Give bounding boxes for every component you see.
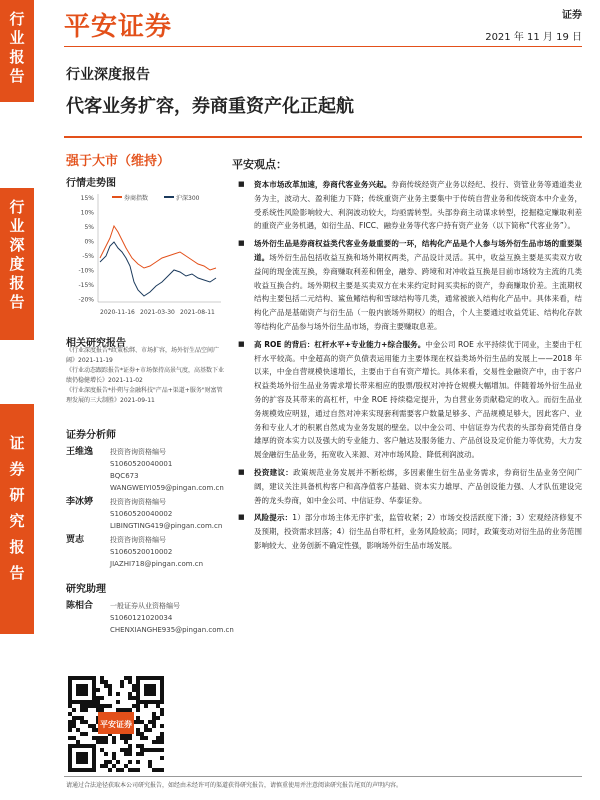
analyst-email[interactable]: WANGWEIYI059@pingan.com.cn xyxy=(110,484,224,492)
analyst-info xyxy=(110,446,224,494)
analyst-line: S1060520040001 xyxy=(110,460,173,468)
bullet-icon: ■ xyxy=(238,513,245,522)
assistant-line: 一般证券从业资格编号 xyxy=(110,602,180,610)
industry-tag: 证券 xyxy=(562,10,582,21)
analyst-email[interactable]: JIAZHI718@pingan.com.cn xyxy=(110,560,204,568)
y-tick: -5% xyxy=(82,253,94,260)
related-item[interactable]: 《行业深度报告*政策松绑、市场扩容，场外衍生品空间广阔》2021-11-19 xyxy=(66,347,220,364)
bullet-icon: ■ xyxy=(238,467,245,476)
trend-chart xyxy=(66,186,226,326)
footer-disclaimer: 请通过合法途径获取本公司研究报告，如经由未经许可的渠道获得研究报告，请慎重使用并注意阅读研究报告尾页的声明内容。 xyxy=(66,782,403,789)
related-item[interactable]: 《行业深度报告*扑朔与金融科技"产品+渠道+服务"财富管理发展的三大制胜》2021-09-11 xyxy=(66,387,223,404)
y-tick: -10% xyxy=(78,267,94,275)
assistant-heading: 研究助理 xyxy=(66,584,106,595)
analyst-line: 投资咨询资格编号 xyxy=(110,448,166,456)
header-divider xyxy=(64,46,582,47)
y-tick: 15% xyxy=(80,195,94,202)
analyst-name: 贾志 xyxy=(66,535,85,545)
y-tick: 5% xyxy=(84,224,94,231)
viewpoint-item: ■ 场外衍生品是券商权益类代客业务最重要的一环，结构化产品是个人参与场外衍生品市场的重要渠道。场外衍生品包括收益互换和场外期权两类，产品设计灵活。其中，收益互换主要是买卖双方收益间的现金流互换，券商赚取利差和佣金，融券、跨境和对冲收益互换是目前市场较为主流的几类收益互换合约。场外期权主要是买卖双方在未来约定时间买卖标的资产，券商赚取价差。主流期权结构主要包括二元结构、鲨鱼鳍结构和雪球结构等几类，通常被嵌入结构化产品中。具体来看，结构化产品是基础资产与衍生品（一般内嵌场外期权）的组合，个人主要通过收益凭证、结构化存款等结构化产品参与场外衍生品市场，券商主要赚取息差。 xyxy=(238,239,583,331)
analyst-info xyxy=(110,496,222,532)
side-tab-deep-report: 行 业 深 度 报 告 xyxy=(0,188,34,340)
legend-swatch-1 xyxy=(112,196,122,198)
analyst-line: BQC673 xyxy=(110,472,139,480)
assistant-info xyxy=(110,600,234,636)
viewpoint-item: ■ 风险提示：1）部分市场主体无序扩张，监管收紧；2）市场交投活跃度下滑；3）宏观经济修复不及预期，投资需求回落；4）衍生品自带杠杆，业务风险较高；同时，政策变动对衍生品的业务范围影响较大、业务创新不确定性强，影响场外衍生品市场发展。 xyxy=(238,513,582,550)
title-divider xyxy=(64,136,582,138)
trend-heading: 行情走势图 xyxy=(66,178,116,189)
analyst-line: 投资咨询资格编号 xyxy=(110,536,166,544)
viewpoint-item: ■ 高 ROE 的背后：杠杆水平+专业能力+综合服务。中金公司 ROE 水平持续优于同业，主要由于杠杆水平较高。中金超高的资产负债表运用能力主要体现在权益类场外衍生品的发展上——2018 年以来，中金自营规模快速增长，主要由于自有资产增长。具体来看，交易性金融资产中，由于客户权益类场外衍生品业务需求增长带来相应的股票/股权对冲持仓规模大幅增加。伴随着场外衍生品业务的扩容及其带来的高杠杆，中金 ROE 持续稳定提升，为自营业务贡献稳定的收入。而衍生品业务规模效应明显，通过自然对冲来实现套利需要客户数量足够多、产品规模足够大，因此客户、业务和专业人才的积累自然成为业务发展的壁垒。以中金公司、中信证券为代表的头部券商凭借自身雄厚的资本实力以及强大的专业能力、客户触达及服务能力、产品创设及定价能力等优势，大力发展金融衍生品业务，拓宽收入来源、对冲市场风险、降低利润波动。 xyxy=(238,339,582,460)
y-tick: -20% xyxy=(78,296,94,304)
viewpoint-item: ■ 资本市场改革加速，券商代客业务兴起。券商传统经资产业务以经纪、投行、资管业务等通道类业务为主，波动大、盈利能力下降；传统重资产业务主要集中于传统自营业务和传统资本中介业务，受系统性风险影响较大、利润波动较大，均亟需转型。头部券商主动谋求转型，挖掘稳定赚取利差的重资产业务机遇，如衍生品、FICC、融券业务等代客户持有资产业务（以下简称“代客业务”）。 xyxy=(238,180,583,231)
industry-rating: 强于大市（维持） xyxy=(66,154,171,169)
viewpoints-heading: 平安观点： xyxy=(232,158,287,171)
x-tick-3: 2021-08-11 xyxy=(180,309,215,316)
assistant-email[interactable]: CHENXIANGHE935@pingan.com.cn xyxy=(110,626,234,634)
legend-label-2: 沪深300 xyxy=(176,195,200,202)
analyst-email[interactable]: LIBINGTING419@pingan.com.cn xyxy=(110,522,223,530)
legend-label-1: 券商指数 xyxy=(124,195,149,202)
bullet-icon: ■ xyxy=(238,339,245,348)
analyst-name: 王维逸 xyxy=(66,447,94,457)
analyst-line: S1060520040002 xyxy=(110,510,173,518)
report-date: 2021 年 11 月 19 日 xyxy=(485,32,582,43)
footer-divider xyxy=(64,776,582,777)
qr-logo-text: 平安证券 xyxy=(100,720,132,729)
report-type: 行业深度报告 xyxy=(66,67,150,83)
x-tick-1: 2020-11-16 xyxy=(100,309,135,316)
y-tick: -15% xyxy=(78,282,94,289)
report-title: 代客业务扩容，券商重资产化正起航 xyxy=(66,96,354,117)
assistant-name: 陈相合 xyxy=(66,601,94,611)
y-tick: 0% xyxy=(84,238,94,246)
analyst-line: 投资咨询资格编号 xyxy=(110,498,166,506)
viewpoints-section xyxy=(232,156,582,557)
analyst-name: 李冰婷 xyxy=(66,497,94,507)
analyst-heading: 证券分析师 xyxy=(66,430,116,441)
bullet-icon: ■ xyxy=(238,239,245,248)
x-tick-2: 2021-03-30 xyxy=(140,309,175,316)
viewpoint-item: ■ 投资建议：政策规范业务发展并不断松绑，多因素催生衍生品业务需求，券商衍生品业务空间广阔，建议关注具备机构客户和高净值客户基础、资本实力雄厚、产品创设能力强、人才队伍建设完善的龙头券商，如中金公司、中信证券、华泰证券。 xyxy=(238,467,583,505)
related-heading: 相关研究报告 xyxy=(66,338,126,349)
related-reports xyxy=(66,346,226,406)
qr-code[interactable] xyxy=(68,676,164,772)
y-tick: 10% xyxy=(80,209,94,217)
bullet-icon: ■ xyxy=(238,180,245,188)
brand-logo: 平安证券 xyxy=(64,12,173,42)
series-line-2 xyxy=(100,242,216,296)
analyst-info xyxy=(110,534,203,570)
analyst-line: S1060520010002 xyxy=(110,548,173,556)
side-tab-industry-report: 行 业 报 告 xyxy=(0,0,34,102)
side-tab-securities-research: 证 券 研 究 报 告 xyxy=(0,404,34,634)
assistant-line: S1060121020034 xyxy=(110,614,173,622)
legend-swatch-2 xyxy=(164,196,174,198)
related-item[interactable]: 《行业动态跟踪报告*证券+市场保持高景气度，高基数下业绩仍稳健增长》2021-11-02 xyxy=(66,367,225,384)
